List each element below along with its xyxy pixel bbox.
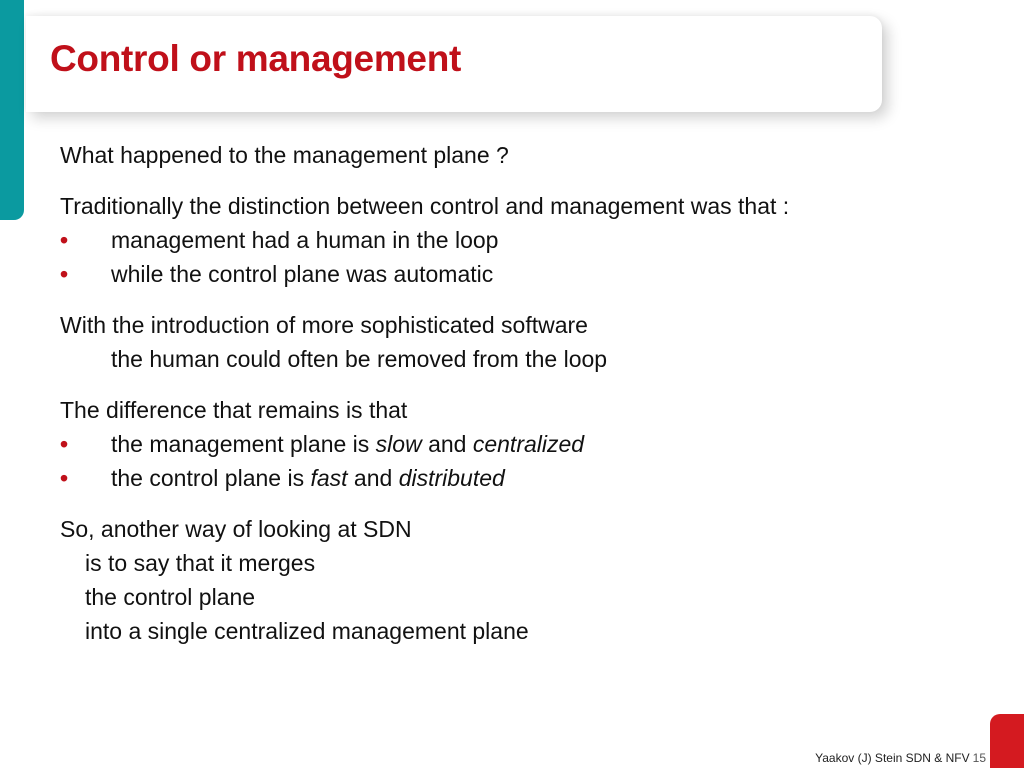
paragraph-sdn	[60, 512, 990, 648]
bullet-icon: •	[60, 261, 69, 287]
bullet-text-pre: the control plane is	[111, 465, 311, 491]
question-text: What happened to the management plane ?	[60, 142, 509, 168]
bullet-text: management had a human in the loop	[111, 227, 499, 253]
paragraph-traditional	[60, 189, 990, 291]
emphasis-centralized: centralized	[472, 431, 585, 457]
bullet-icon: •	[60, 227, 69, 253]
bullet-item	[60, 257, 990, 291]
emphasis-distributed: distributed	[398, 465, 505, 491]
bullet-text: while the control plane was automatic	[111, 261, 494, 287]
bullet-icon: •	[60, 431, 69, 457]
bullet-text-pre: the management plane is	[111, 431, 376, 457]
red-corner-accent	[990, 714, 1024, 768]
emphasis-slow: slow	[375, 431, 422, 457]
bullet-item	[60, 223, 990, 257]
emphasis-fast: fast	[310, 465, 348, 491]
footer-text: Yaakov (J) Stein SDN & NFV	[815, 751, 970, 765]
software-continuation: the human could often be removed from the loop	[111, 346, 608, 372]
left-accent-tab	[0, 0, 24, 220]
sdn-line: is to say that it merges	[85, 550, 316, 576]
bullet-text-mid: and	[347, 465, 399, 491]
paragraph-difference	[60, 393, 990, 495]
slide-title: Control or management	[50, 38, 462, 79]
page-number: 15	[972, 751, 986, 765]
slide-footer	[815, 751, 986, 765]
sdn-line: into a single centralized management plane	[85, 618, 529, 644]
bullet-item	[60, 427, 990, 461]
traditional-lead: Traditionally the distinction between control and management was that :	[60, 193, 790, 219]
paragraph-software	[60, 308, 990, 376]
slide-body	[60, 138, 990, 665]
software-lead: With the introduction of more sophisticated software	[60, 312, 588, 338]
bullet-item	[60, 461, 990, 495]
sdn-line: the control plane	[85, 584, 256, 610]
bullet-icon: •	[60, 465, 69, 491]
sdn-line: So, another way of looking at SDN	[60, 516, 412, 542]
difference-lead: The difference that remains is that	[60, 397, 408, 423]
paragraph-question	[60, 138, 990, 172]
bullet-text-mid: and	[421, 431, 473, 457]
